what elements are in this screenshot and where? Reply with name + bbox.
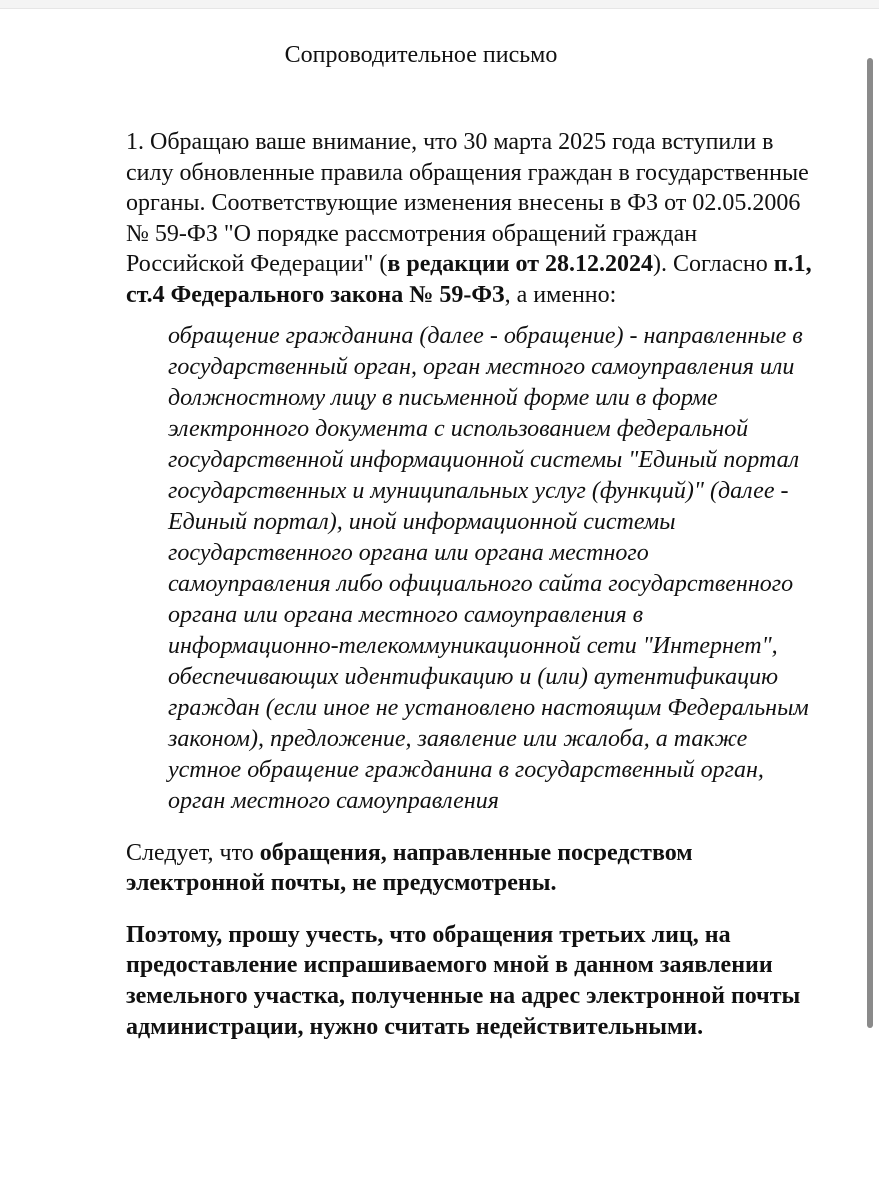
paragraph-bold-revision: в редакции от 28.12.2024: [387, 251, 653, 278]
paragraph-text-c: , а именно:: [504, 281, 617, 308]
law-quote: обращение гражданина (далее - обращение) - направленные в государственный орган, орган местного самоуправления или должностному лицу в письменной форме или в форме электронного документа с использованием федеральной государственной информационной системы "Единый портал государственных и муниципальных услуг (функций)" (далее - Единый портал), иной информационной системы государственного органа или органа местного самоуправления либо официального сайта государственного органа или органа местного самоуправления в информационно-телекоммуникационной сети "Интернет", обеспечивающих идентификацию и (или) аутентификацию граждан (если иное не установлено настоящим Федеральным законом), предложение, заявление или жалоба, а также устное обращение гражданина в государственный орган, орган местного самоуправления: [168, 322, 809, 814]
paragraph-text-b: ). Согласно: [653, 251, 774, 278]
scrollbar-thumb[interactable]: [867, 58, 873, 1028]
paragraph-bold-law-reference: п.1, ст.4 Федерального закона № 59-ФЗ: [126, 251, 812, 308]
paragraph-text-a: 1. Обращаю ваше внимание, что 30 марта 2025 года вступили в силу обновленные правила обращения граждан в государственные органы. Соответствующие изменения внесены в ФЗ от 02.05.2006 № 59-ФЗ "О порядке рассмотрения обращений граждан Российской Федерации" (: [126, 129, 809, 278]
conclusion-bold: обращения, направленные посредством электронной почты, не предусмотрены.: [126, 839, 693, 897]
scrollbar[interactable]: [865, 0, 879, 1200]
request-paragraph: Поэтому, прошу учесть, что обращения третьих лиц, на предоставление испрашиваемого мной в данном заявлении земельного участка, полученные на адрес электронной почты администрации, нужно считать недействительными.: [126, 921, 801, 1040]
document-title: Сопроводительное письмо: [284, 42, 558, 68]
document-page: [126, 40, 826, 1042]
conclusion-paragraph: [126, 838, 816, 899]
paragraph-notice: [126, 127, 816, 311]
conclusion-text: Следует, что: [126, 839, 260, 866]
browser-top-strip: [0, 0, 879, 9]
